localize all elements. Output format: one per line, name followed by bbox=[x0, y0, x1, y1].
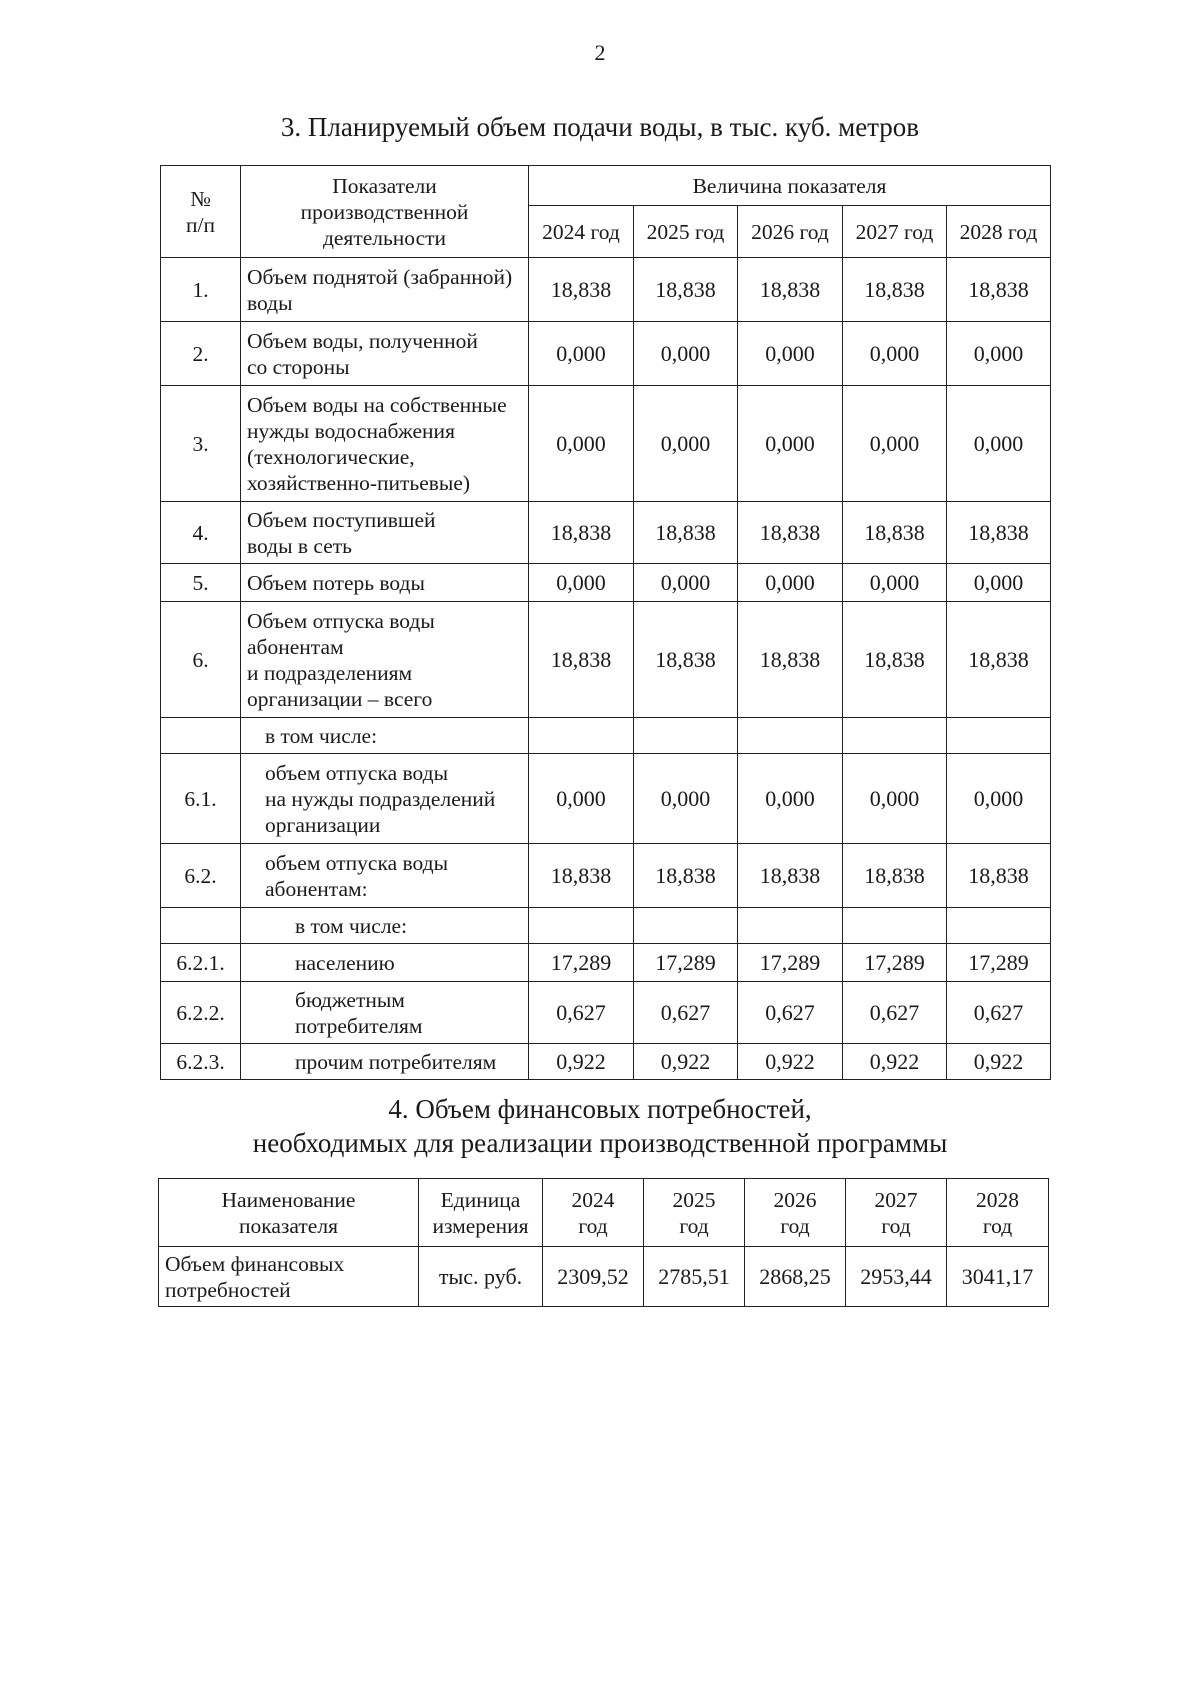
row-value: 3041,17 bbox=[947, 1247, 1049, 1307]
table-row bbox=[161, 754, 1051, 844]
page-number: 2 bbox=[594, 40, 606, 65]
row-value: 18,838 bbox=[738, 844, 843, 908]
row-number bbox=[161, 718, 241, 754]
row-value: 0,000 bbox=[634, 754, 738, 844]
row-number: 6.2. bbox=[161, 844, 241, 908]
row-number: 4. bbox=[161, 502, 241, 564]
column-header-year: 2024 год bbox=[529, 206, 634, 258]
table-row bbox=[161, 1044, 1051, 1080]
row-value: 0,627 bbox=[738, 982, 843, 1044]
row-indicator-name: объем отпуска воды абонентам: bbox=[241, 844, 529, 908]
row-value: 0,922 bbox=[738, 1044, 843, 1080]
row-number: 6.2.1. bbox=[161, 944, 241, 982]
table-row bbox=[161, 602, 1051, 718]
row-number: 3. bbox=[161, 386, 241, 502]
row-value: 18,838 bbox=[634, 844, 738, 908]
row-number: 1. bbox=[161, 258, 241, 322]
row-value: 18,838 bbox=[529, 602, 634, 718]
row-value: 0,000 bbox=[738, 386, 843, 502]
row-value bbox=[843, 718, 947, 754]
row-value bbox=[738, 718, 843, 754]
row-number: 2. bbox=[161, 322, 241, 386]
column-header-year: 2026 год bbox=[738, 206, 843, 258]
row-value: 18,838 bbox=[529, 258, 634, 322]
table-row bbox=[161, 502, 1051, 564]
row-indicator-name: Объем поднятой (забранной) воды bbox=[241, 258, 529, 322]
row-value: 18,838 bbox=[634, 502, 738, 564]
column-header-year: 2025 год bbox=[634, 206, 738, 258]
row-value: 0,000 bbox=[947, 322, 1051, 386]
row-value: 0,000 bbox=[529, 754, 634, 844]
row-unit: тыс. руб. bbox=[419, 1247, 543, 1307]
table-row bbox=[161, 944, 1051, 982]
row-value: 0,000 bbox=[529, 322, 634, 386]
row-value: 0,922 bbox=[843, 1044, 947, 1080]
table-row bbox=[161, 718, 1051, 754]
row-value bbox=[529, 718, 634, 754]
column-header-year: 2025 год bbox=[644, 1179, 745, 1247]
row-value: 0,922 bbox=[529, 1044, 634, 1080]
row-value: 18,838 bbox=[634, 602, 738, 718]
row-value bbox=[529, 908, 634, 944]
row-value: 2953,44 bbox=[846, 1247, 947, 1307]
water-supply-table bbox=[160, 165, 1051, 1080]
row-value: 0,000 bbox=[843, 754, 947, 844]
row-value: 18,838 bbox=[947, 502, 1051, 564]
row-value: 18,838 bbox=[843, 602, 947, 718]
row-number: 5. bbox=[161, 564, 241, 602]
row-value: 0,000 bbox=[843, 564, 947, 602]
row-value bbox=[947, 908, 1051, 944]
table-row bbox=[161, 844, 1051, 908]
column-header-name: Наименование показателя bbox=[159, 1179, 419, 1247]
row-indicator-name: Объем воды на собственные нужды водоснабжения (технологические, хозяйственно-питьевые) bbox=[241, 386, 529, 502]
row-value: 0,000 bbox=[947, 754, 1051, 844]
table-row bbox=[161, 908, 1051, 944]
row-value: 18,838 bbox=[843, 258, 947, 322]
column-header-value-group: Величина показателя bbox=[529, 166, 1051, 206]
row-value: 0,627 bbox=[529, 982, 634, 1044]
row-number: 6.2.3. bbox=[161, 1044, 241, 1080]
row-value: 0,000 bbox=[529, 564, 634, 602]
row-indicator-name: Объем отпуска воды абонентам и подразделениям организации – всего bbox=[241, 602, 529, 718]
row-value: 18,838 bbox=[843, 502, 947, 564]
row-value: 0,922 bbox=[634, 1044, 738, 1080]
row-value: 0,000 bbox=[843, 386, 947, 502]
row-value: 17,289 bbox=[843, 944, 947, 982]
row-indicator-name: Объем потерь воды bbox=[241, 564, 529, 602]
column-header-indicator: Показатели производственной деятельности bbox=[241, 166, 529, 258]
row-value bbox=[947, 718, 1051, 754]
table-row bbox=[161, 564, 1051, 602]
row-value bbox=[843, 908, 947, 944]
row-value: 0,627 bbox=[947, 982, 1051, 1044]
row-indicator-name: населению bbox=[241, 944, 529, 982]
row-value: 18,838 bbox=[529, 844, 634, 908]
row-value: 18,838 bbox=[634, 258, 738, 322]
row-indicator-name: бюджетным потребителям bbox=[241, 982, 529, 1044]
row-value: 18,838 bbox=[947, 258, 1051, 322]
row-indicator-name: объем отпуска воды на нужды подразделений организации bbox=[241, 754, 529, 844]
row-value: 18,838 bbox=[738, 502, 843, 564]
row-indicator-name: Объем воды, полученной со стороны bbox=[241, 322, 529, 386]
row-indicator-name: в том числе: bbox=[241, 908, 529, 944]
row-value: 0,000 bbox=[947, 564, 1051, 602]
row-value: 0,000 bbox=[634, 386, 738, 502]
row-number: 6. bbox=[161, 602, 241, 718]
row-value: 0,000 bbox=[947, 386, 1051, 502]
table-row bbox=[161, 258, 1051, 322]
row-value: 0,000 bbox=[634, 564, 738, 602]
column-header-year: 2024 год bbox=[543, 1179, 644, 1247]
column-header-year: 2028 год bbox=[947, 1179, 1049, 1247]
row-value: 0,627 bbox=[634, 982, 738, 1044]
row-value: 17,289 bbox=[529, 944, 634, 982]
row-value: 0,000 bbox=[529, 386, 634, 502]
column-header-unit: Единица измерения bbox=[419, 1179, 543, 1247]
row-value: 0,000 bbox=[843, 322, 947, 386]
row-name: Объем финансовых потребностей bbox=[159, 1247, 419, 1307]
table4-title: 4. Объем финансовых потребностей, необходимых для реализации производственной программы bbox=[252, 1094, 948, 1158]
row-value: 0,922 bbox=[947, 1044, 1051, 1080]
row-indicator-name: Объем поступившей воды в сеть bbox=[241, 502, 529, 564]
table-row bbox=[161, 322, 1051, 386]
row-value: 2785,51 bbox=[644, 1247, 745, 1307]
row-number: 6.2.2. bbox=[161, 982, 241, 1044]
row-value: 2309,52 bbox=[543, 1247, 644, 1307]
row-value: 17,289 bbox=[634, 944, 738, 982]
row-value: 18,838 bbox=[738, 602, 843, 718]
row-value: 0,000 bbox=[738, 564, 843, 602]
row-value: 18,838 bbox=[843, 844, 947, 908]
row-value: 18,838 bbox=[947, 602, 1051, 718]
column-header-year: 2027 год bbox=[846, 1179, 947, 1247]
column-header-number: № п/п bbox=[161, 166, 241, 258]
row-value bbox=[738, 908, 843, 944]
column-header-year: 2027 год bbox=[843, 206, 947, 258]
row-value: 18,838 bbox=[947, 844, 1051, 908]
row-number: 6.1. bbox=[161, 754, 241, 844]
column-header-year: 2028 год bbox=[947, 206, 1051, 258]
row-value: 0,000 bbox=[738, 754, 843, 844]
row-value: 17,289 bbox=[947, 944, 1051, 982]
row-indicator-name: в том числе: bbox=[241, 718, 529, 754]
row-value: 0,000 bbox=[738, 322, 843, 386]
row-value: 0,000 bbox=[634, 322, 738, 386]
row-indicator-name: прочим потребителям bbox=[241, 1044, 529, 1080]
financial-needs-table bbox=[158, 1178, 1049, 1307]
row-value bbox=[634, 718, 738, 754]
row-value: 17,289 bbox=[738, 944, 843, 982]
column-header-year: 2026 год bbox=[745, 1179, 846, 1247]
row-value: 18,838 bbox=[738, 258, 843, 322]
table-row bbox=[161, 982, 1051, 1044]
row-value: 18,838 bbox=[529, 502, 634, 564]
table3-title: 3. Планируемый объем подачи воды, в тыс. куб. метров bbox=[280, 112, 920, 142]
row-number bbox=[161, 908, 241, 944]
row-value bbox=[634, 908, 738, 944]
row-value: 0,627 bbox=[843, 982, 947, 1044]
table-row bbox=[161, 386, 1051, 502]
row-value: 2868,25 bbox=[745, 1247, 846, 1307]
